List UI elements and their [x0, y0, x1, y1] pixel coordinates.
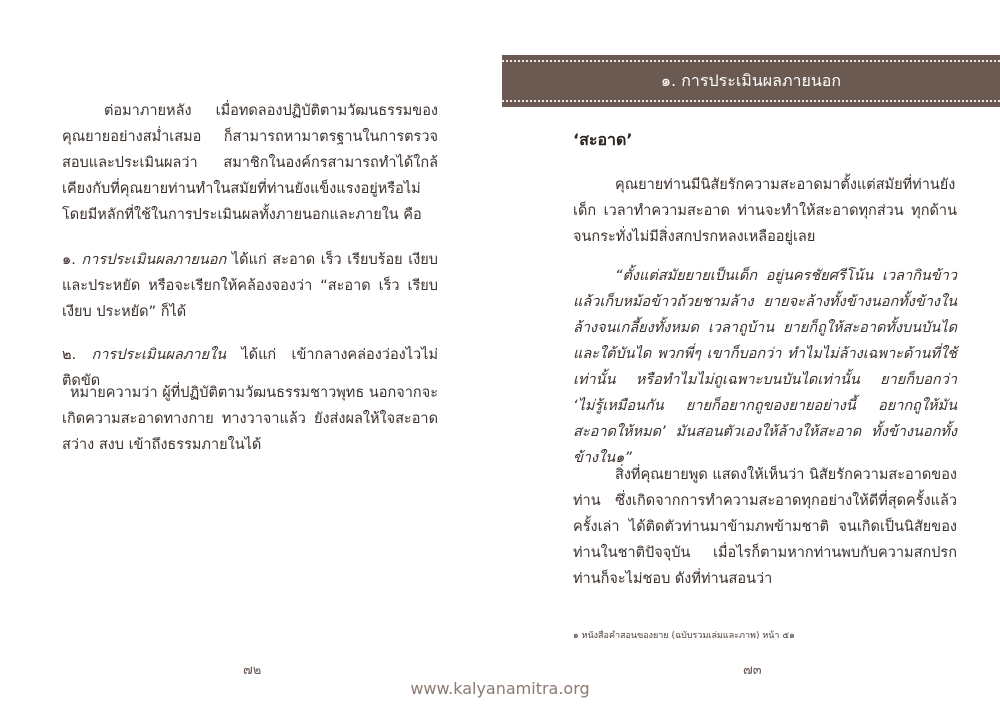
- item-1-label: การประเมินผลภายนอก: [81, 252, 227, 268]
- quote-block: “ตั้งแต่สมัยยายเป็นเด็ก อยู่นครชัยศรีโน้น เวลากินข้าวแล้วเก็บหม้อข้าวถ้วยชามล้าง ยายจะล้างทั้งข้างนอกทั้งข้างใน ล้างจนเกลี้ยงทั้งหมด เวลาถูบ้าน ยายก็ถูให้สะอาดทั้งบนบันได และใต้บันได พวกพี่ๆ เขาก็บอกว่า ทำไมไม่ล้างเฉพาะด้านที่ใช้เท่านั้น หรือทำไมไม่ถูเฉพาะบนบันไดเท่านั้น ยายก็บอกว่า ‘ไม่รู้เหมือนกัน ยายก็อยากถูของยายอย่างนี้ อยากถูให้มันสะอาดให้หมด’ มันสอนตัวเองให้ล้างให้สะอาด ทั้งข้างนอกทั้งข้างใน๑”: [573, 268, 957, 466]
- left-item-1: [62, 247, 438, 325]
- right-paragraph-1: คุณยายท่านมีนิสัยรักความสะอาดมาตั้งแต่สมัยที่ท่านยังเด็ก เวลาทำความสะอาด ท่านจะทำให้สะอาดทุกส่วน ทุกด้าน จนกระทั่งไม่มีสิ่งสกปรกหลงเหลืออยู่เลย: [573, 177, 957, 245]
- left-page-number: ๗๒: [243, 663, 262, 678]
- header-dotted-line-top: [502, 60, 1000, 62]
- chapter-header: [502, 55, 1000, 107]
- right-page-number: ๗๓: [743, 663, 762, 678]
- item-1-number: ๑.: [62, 252, 76, 268]
- item-2-label: การประเมินผลภายใน: [91, 347, 227, 363]
- left-paragraph-1: ต่อมาภายหลัง เมื่อทดลองปฏิบัติตามวัฒนธรรมของคุณยายอย่างสม่ำเสมอ ก็สามารถหามาตรฐานในการตรวจสอบและประเมินผลว่า สมาชิกในองค์กรสามารถทำได้ใกล้เคียงกับที่คุณยายท่านทำในสมัยที่ท่านยังแข็งแรงอยู่หรือไม่ โดยมีหลักที่ใช้ในการประเมินผลทั้งภายนอกและภายใน คือ: [62, 103, 438, 223]
- item-2-text: ได้แก่ เข้ากลางคล่องว่องไวไม่ติดขัด: [62, 347, 439, 389]
- item-1-text: ได้แก่ สะอาด เร็ว เรียบร้อย เงียบ และประหยัด หรือจะเรียกให้คล้องจองว่า “สะอาด เร็ว เรียบ เงียบ ประหยัด” ก็ได้: [62, 252, 438, 320]
- left-paragraph-2: หมายความว่า ผู้ที่ปฏิบัติตามวัฒนธรรมชาวพุทธ นอกจากจะเกิดความสะอาดทางกาย ทางวาจาแล้ว ยังส่งผลให้ใจสะอาด สว่าง สงบ เข้าถึงธรรมภายในได้: [62, 385, 438, 453]
- footnote: ๑ หนังสือคำสอนของยาย (ฉบับรวมเล่มและภาพ) หน้า ๕๑: [573, 631, 795, 641]
- section-title: ‘สะอาด’: [573, 130, 633, 149]
- header-dotted-line-bottom: [502, 100, 1000, 102]
- footer-url[interactable]: www.kalyanamitra.org: [410, 679, 590, 698]
- chapter-header-title: ๑. การประเมินผลภายนอก: [660, 71, 842, 90]
- right-paragraph-2: สิ่งที่คุณยายพูด แสดงให้เห็นว่า นิสัยรักความสะอาดของท่าน ซึ่งเกิดจากการทำความสะอาดทุกอย่างให้ดีที่สุดครั้งแล้วครั้งเล่า ได้ติดตัวท่านมาข้ามภพข้ามชาติ จนเกิดเป็นนิสัยของท่านในชาติปัจจุบัน เมื่อไรก็ตามหากท่านพบกับความสกปรก ท่านก็จะไม่ชอบ ดังที่ท่านสอนว่า: [573, 467, 957, 587]
- item-2-number: ๒.: [62, 347, 77, 363]
